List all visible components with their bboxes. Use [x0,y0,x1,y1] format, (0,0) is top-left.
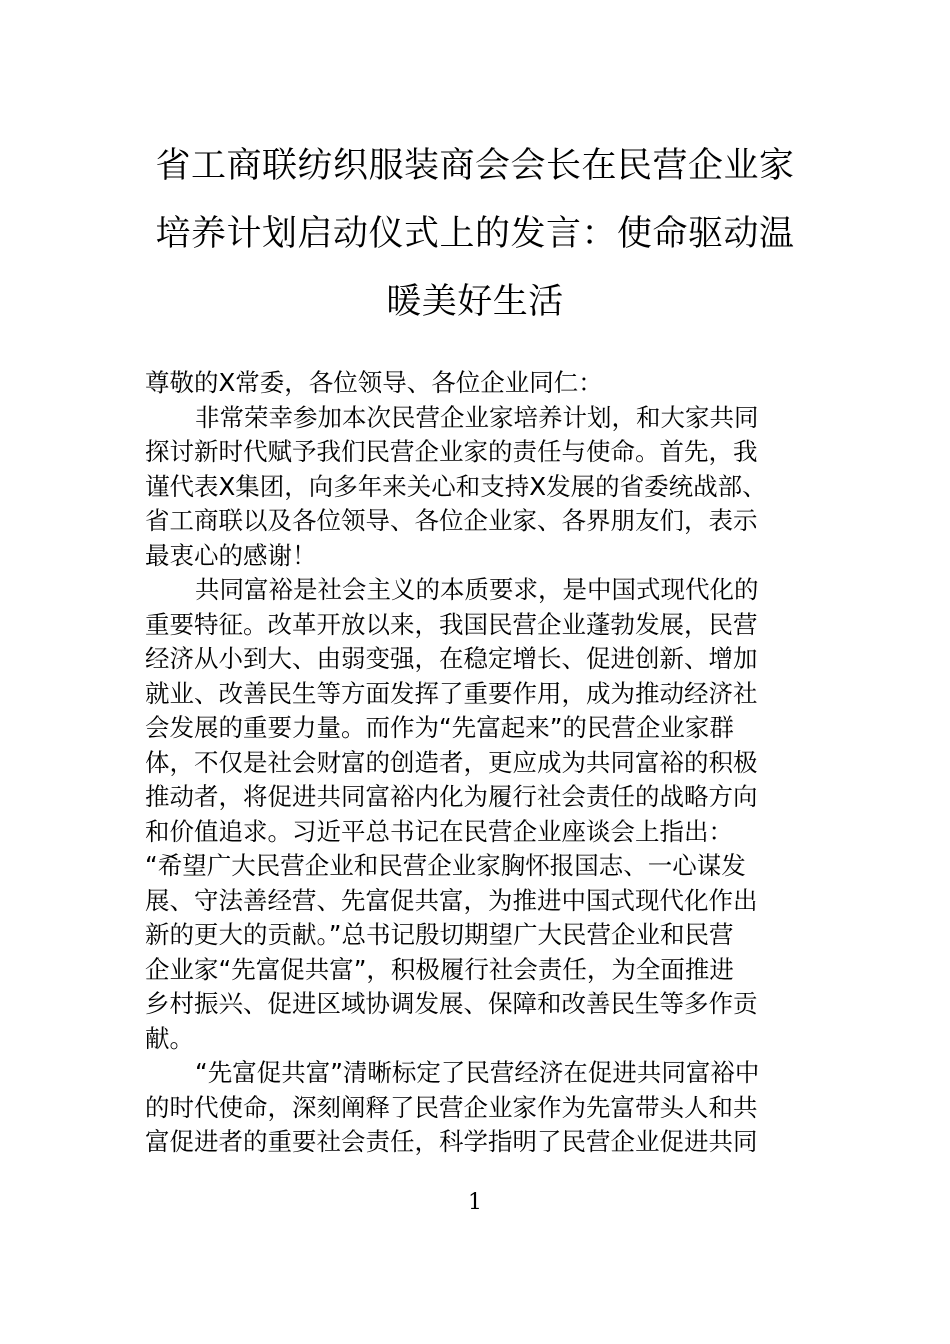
paragraph-line: 推动者，将促进共同富裕内化为履行社会责任的战略方向 [145,782,758,811]
document-title [140,132,810,336]
salutation [145,366,810,401]
paragraph-line: 会发展的重要力量。而作为“先富起来”的民营企业家群 [145,713,734,742]
paragraph-line: 共同富裕是社会主义的本质要求，是中国式现代化的 [195,575,759,604]
paragraph-line: 企业家“先富促共富”，积极履行社会责任，为全面推进 [145,954,734,984]
paragraph-line: 富促进者的重要社会责任，科学指明了民营企业促进共同 [145,1127,758,1156]
paragraph-line: 乡村振兴、促进区域协调发展、保障和改善民生等多作贡 [145,989,758,1018]
paragraph-line: “先富促共富”清晰标定了民营经济在促进共同富裕中 [195,1058,760,1087]
paragraph-2 [145,573,810,1056]
title-line: 培养计划启动仪式上的发言：使命驱动温 [155,214,795,254]
paragraph-line: 非常荣幸参加本次民营企业家培养计划，和大家共同 [195,402,759,432]
paragraph-line: 最衷心的感谢！ [145,540,317,570]
paragraph-line: 重要特征。改革开放以来，我国民营企业蓬勃发展，民营 [145,609,758,639]
paragraph-line: 和价值追求。习近平总书记在民营企业座谈会上指出： [145,816,733,846]
paragraph-line: 新的更大的贡献。”总书记殷切期望广大民营企业和民营 [145,920,734,949]
paragraph-3 [145,1056,810,1160]
paragraph-1 [145,401,810,574]
paragraph-line: 探讨新时代赋予我们民营企业家的责任与使命。首先，我 [145,437,758,466]
paragraph-line: 的时代使命，深刻阐释了民营企业家作为先富带头人和共 [145,1092,758,1122]
paragraph-line: 省工商联以及各位领导、各位企业家、各界朋友们，表示 [145,506,758,535]
paragraph-line: 经济从小到大、由弱变强，在稳定增长、促进创新、增加 [145,644,758,673]
salutation-line: 尊敬的X常委，各位领导、各位企业同仁： [145,368,603,397]
paragraph-line: 展、守法善经营、先富促共富，为推进中国式现代化作出 [145,885,758,915]
page-number: 1 [468,1190,482,1215]
paragraph-line: 献。 [145,1023,194,1053]
paragraph-line: 体，不仅是社会财富的创造者，更应成为共同富裕的积极 [145,747,758,777]
title-line: 暖美好生活 [386,282,564,322]
document-body [145,366,810,1160]
paragraph-line: 谨代表X集团，向多年来关心和支持X发展的省委统战部、 [145,471,767,501]
paragraph-line: “希望广大民营企业和民营企业家胸怀报国志、一心谋发 [145,851,746,880]
title-line: 省工商联纺织服装商会会长在民营企业家 [155,146,795,186]
paragraph-line: 就业、改善民生等方面发挥了重要作用，成为推动经济社 [145,678,758,708]
